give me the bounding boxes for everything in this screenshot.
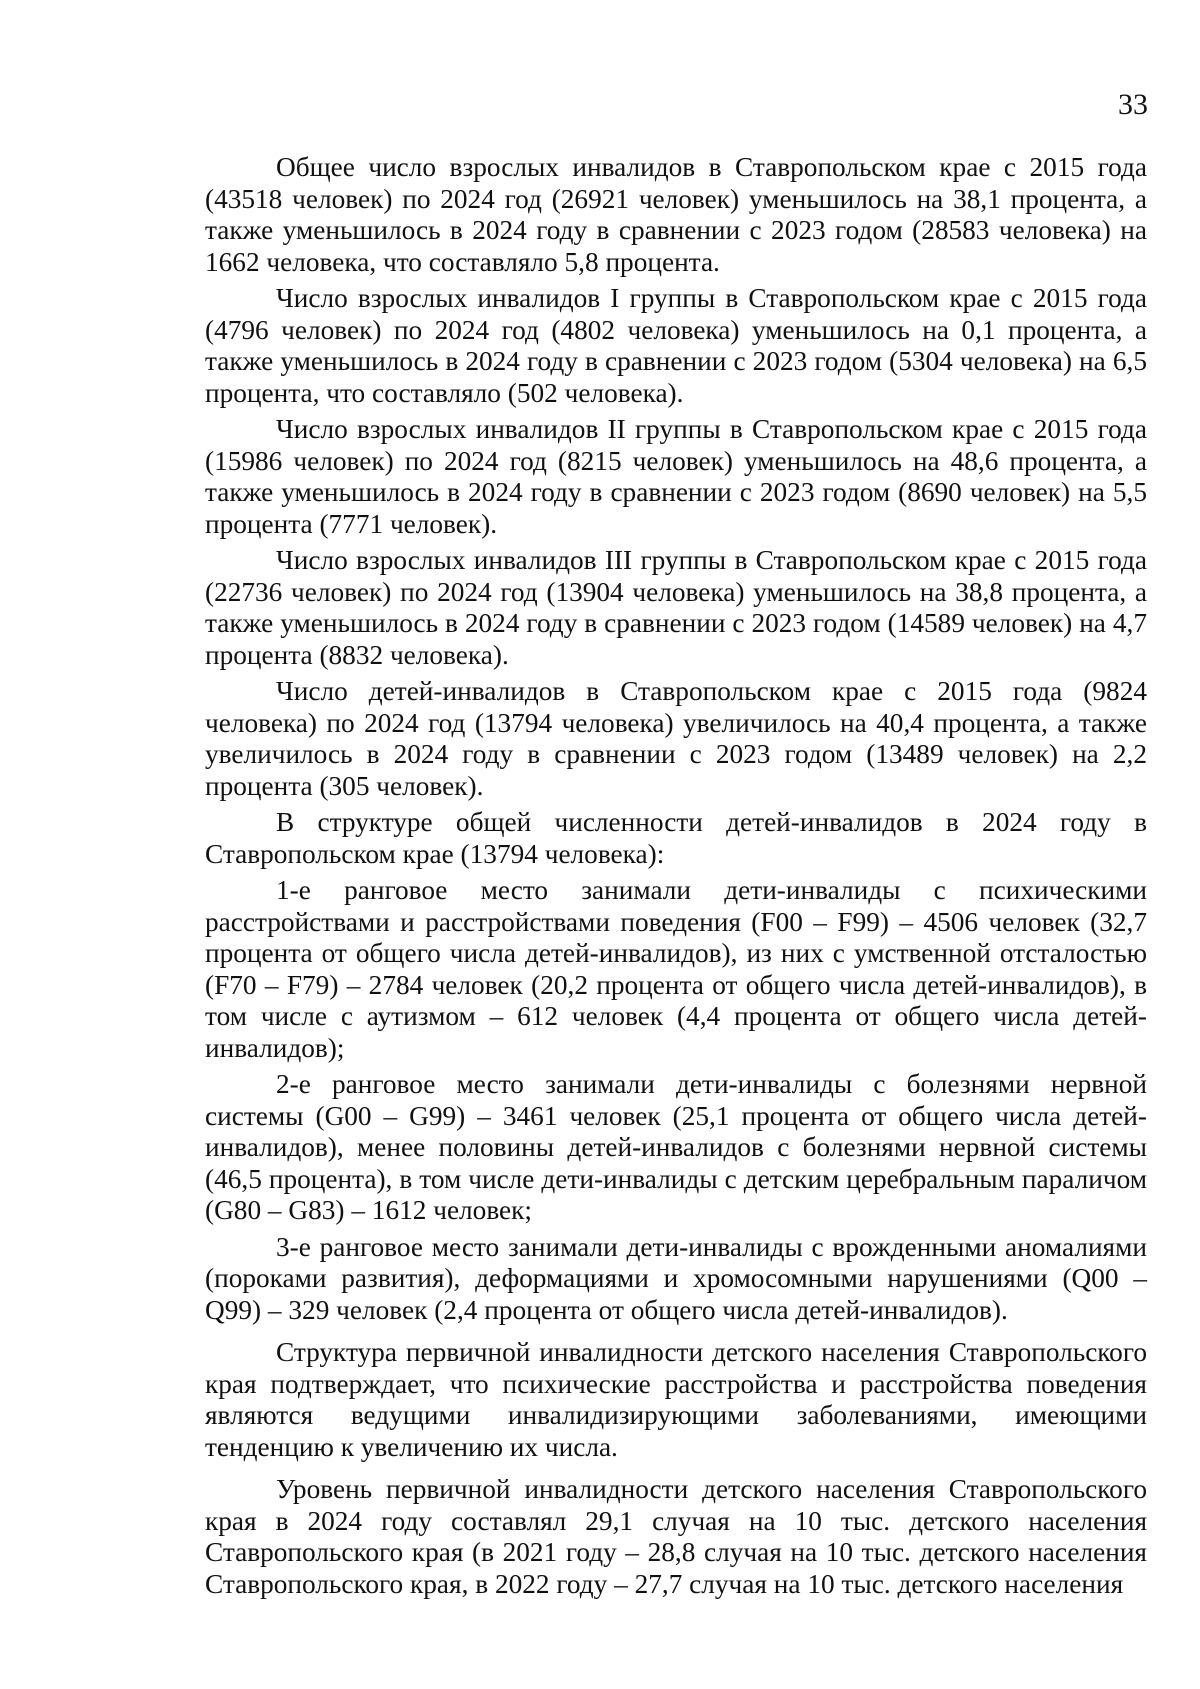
document-body <box>205 152 1147 1600</box>
paragraph-group-3: Число взрослых инвалидов III группы в Ставропольском крае с 2015 года (22736 человек) по 2024 год (13904 человека) уменьшилось на 38,8 процента, а также уменьшилось в 2024 году в сравнении с 2023 годом (14589 человек) на 4,7 процента (8832 человека). <box>205 545 1147 670</box>
paragraph-children-structure-intro: В структуре общей численности детей-инвалидов в 2024 году в Ставропольском крае (13794 человека): <box>205 807 1147 869</box>
paragraph-rank-1: 1-е ранговое место занимали дети-инвалиды с психическими расстройствами и расстройствами поведения (F00 – F99) – 4506 человек (32,7 процента от общего числа детей-инвалидов), из них с умственной отсталостью (F70 – F79) – 2784 человек (20,2 процента от общего числа детей-инвалидов), в том числе с аутизмом – 612 человек (4,4 процента от общего числа детей-инвалидов); <box>205 875 1147 1063</box>
paragraph-rank-3: 3-е ранговое место занимали дети-инвалиды с врожденными аномалиями (пороками развития), деформациями и хромосомными нарушениями (Q00 – Q99) – 329 человек (2,4 процента от общего числа детей-инвалидов). <box>205 1231 1147 1325</box>
paragraph-group-2: Число взрослых инвалидов II группы в Ставропольском крае с 2015 года (15986 человек) по 2024 год (8215 человек) уменьшилось на 48,6 процента, а также уменьшилось в 2024 году в сравнении с 2023 годом (8690 человек) на 5,5 процента (7771 человек). <box>205 414 1147 539</box>
paragraph-primary-disability-level: Уровень первичной инвалидности детского населения Ставропольского края в 2024 году составлял 29,1 случая на 10 тыс. детского населения Ставропольского края (в 2021 году – 28,8 случая на 10 тыс. детского населения Ставропольского края, в 2022 году – 27,7 случая на 10 тыс. детского населения <box>205 1474 1147 1599</box>
page-number: 33 <box>1118 88 1148 121</box>
paragraph-adult-disabled-total: Общее число взрослых инвалидов в Ставропольском крае с 2015 года (43518 человек) по 2024 год (26921 человек) уменьшилось на 38,1 процента, а также уменьшилось в 2024 году в сравнении с 2023 годом (28583 человека) на 1662 человека, что составляло 5,8 процента. <box>205 152 1147 277</box>
paragraph-group-1: Число взрослых инвалидов I группы в Ставропольском крае с 2015 года (4796 человек) по 2024 год (4802 человека) уменьшилось на 0,1 процента, а также уменьшилось в 2024 году в сравнении с 2023 годом (5304 человека) на 6,5 процента, что составляло (502 человека). <box>205 283 1147 408</box>
paragraph-rank-2: 2-е ранговое место занимали дети-инвалиды с болезнями нервной системы (G00 – G99) – 3461 человек (25,1 процента от общего числа детей-инвалидов), менее половины детей-инвалидов с болезнями нервной системы (46,5 процента), в том числе дети-инвалиды с детским церебральным параличом (G80 – G83) – 1612 человек; <box>205 1069 1147 1225</box>
paragraph-primary-disability-structure: Структура первичной инвалидности детского населения Ставропольского края подтверждает, что психические расстройства и расстройства поведения являются ведущими инвалидизирующими заболеваниями, имеющими тенденцию к увеличению их числа. <box>205 1337 1147 1462</box>
paragraph-children-disabled: Число детей-инвалидов в Ставропольском крае с 2015 года (9824 человека) по 2024 год (13794 человека) увеличилось на 40,4 процента, а также увеличилось в 2024 году в сравнении с 2023 годом (13489 человек) на 2,2 процента (305 человек). <box>205 676 1147 801</box>
